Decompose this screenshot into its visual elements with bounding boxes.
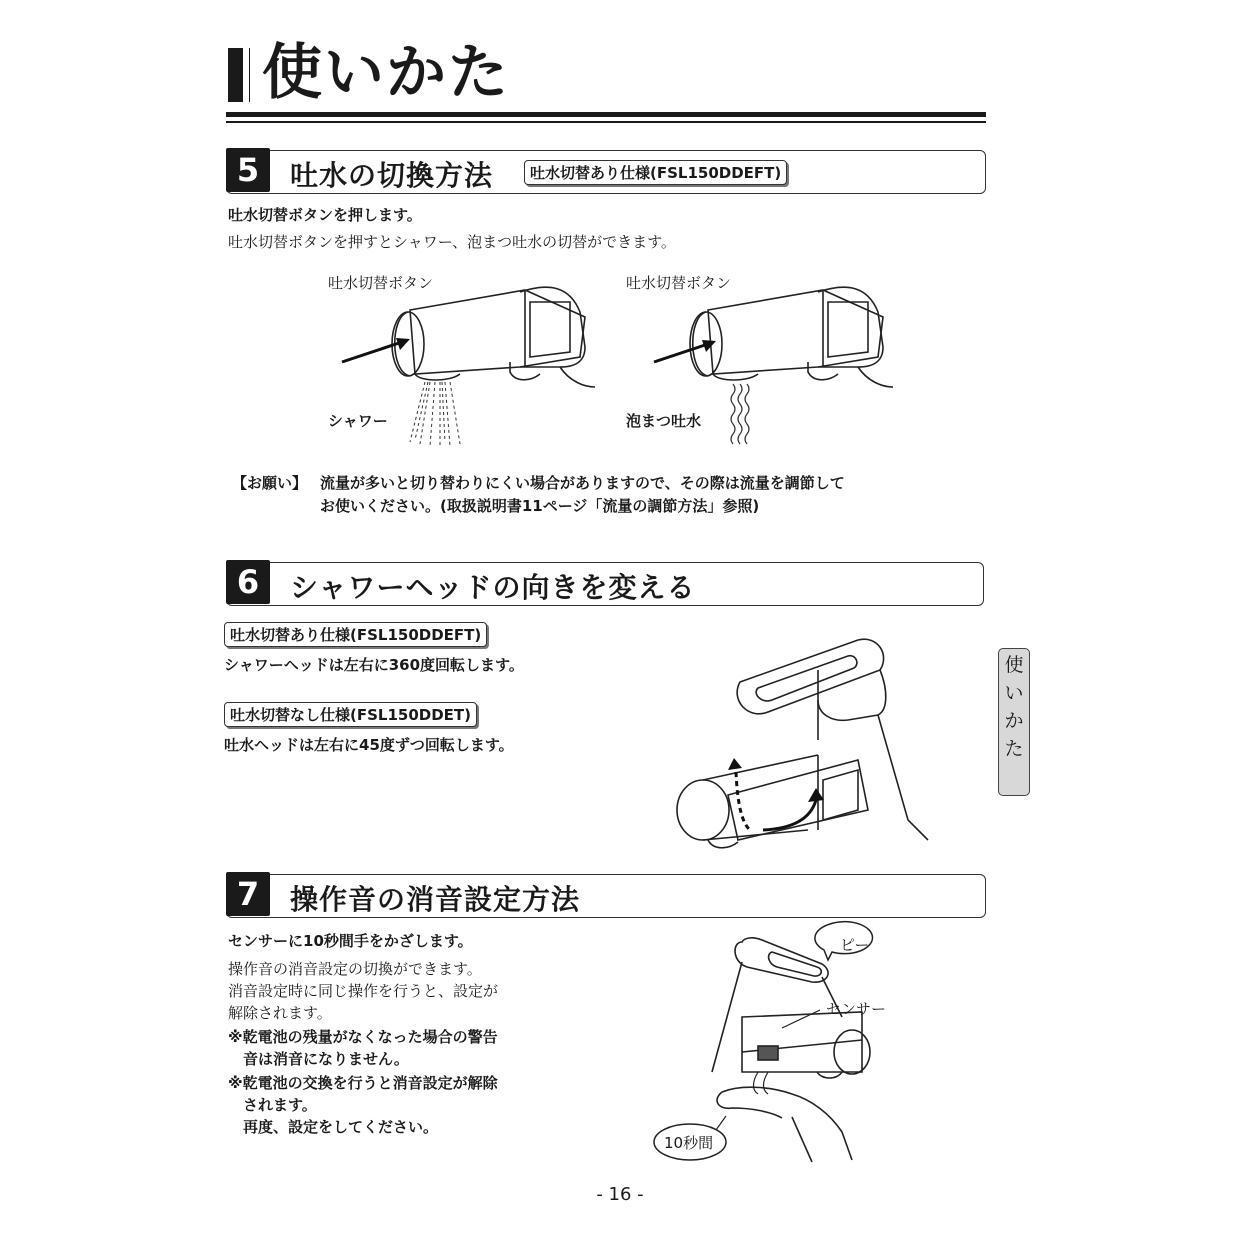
section6-text2: 吐水ヘッドは左右に45度ずつ回転します。 bbox=[224, 736, 514, 754]
side-tab-char: か bbox=[1004, 710, 1024, 732]
section7-note: されます。 bbox=[228, 1096, 317, 1114]
side-tab-char: た bbox=[1004, 738, 1024, 760]
bubble-beep: ピー bbox=[840, 936, 870, 954]
title-rule-thick bbox=[226, 112, 986, 117]
section5-title: 吐水の切換方法 bbox=[290, 159, 494, 192]
section7-note: 再度、設定をしてください。 bbox=[228, 1118, 439, 1136]
fig5-right-label: 吐水切替ボタン bbox=[626, 274, 732, 292]
section5-number: 5 bbox=[226, 148, 270, 192]
section6-number: 6 bbox=[226, 560, 270, 604]
section7-note: ※乾電池の交換を行うと消音設定が解除 bbox=[228, 1074, 498, 1092]
section7-line: 消音設定時に同じ操作を行うと、設定が bbox=[228, 982, 499, 1000]
side-tab-usage[interactable] bbox=[998, 648, 1030, 796]
page-number: - 16 - bbox=[596, 1184, 644, 1205]
section6-text1: シャワーヘッドは左右に360度回転します。 bbox=[224, 656, 524, 674]
shower-faucet-illustration bbox=[330, 262, 600, 452]
fig5-left-mode: シャワー bbox=[328, 412, 388, 430]
page-title: 使いかた bbox=[262, 38, 510, 108]
side-tab-char: 使 bbox=[1004, 654, 1024, 676]
section6-tag2: 吐水切替なし仕様(FSL150DDET) bbox=[224, 702, 477, 727]
note-line1: 流量が多いと切り替わりにくい場合がありますので、その際は流量を調節して bbox=[320, 474, 845, 492]
note-line2: お使いください。(取扱説明書11ページ「流量の調節方法」参照) bbox=[320, 497, 760, 515]
section7-lead: センサーに10秒間手をかざします。 bbox=[228, 932, 473, 950]
section7-note: ※乾電池の残量がなくなった場合の警告 bbox=[228, 1028, 498, 1046]
foam-faucet-illustration bbox=[628, 262, 898, 452]
fig5-right-mode: 泡まつ吐水 bbox=[626, 412, 702, 430]
sensor-hand-illustration bbox=[652, 922, 932, 1166]
fig5-left-label: 吐水切替ボタン bbox=[328, 274, 434, 292]
side-tab-char: い bbox=[1004, 682, 1024, 704]
section5-desc: 吐水切替ボタンを押すとシャワー、泡まつ吐水の切替ができます。 bbox=[228, 233, 676, 251]
rotating-head-illustration bbox=[668, 630, 938, 850]
section6-tag1: 吐水切替あり仕様(FSL150DDEFT) bbox=[224, 622, 487, 647]
title-marker-gap bbox=[243, 48, 249, 102]
section7-note: 音は消音になりません。 bbox=[228, 1050, 409, 1068]
sensor-label: センサー bbox=[826, 1000, 887, 1018]
section7-line: 操作音の消音設定の切換ができます。 bbox=[228, 960, 482, 978]
section6-title: シャワーヘッドの向きを変える bbox=[290, 571, 696, 604]
note-head: 【お願い】 bbox=[232, 474, 308, 492]
title-rule-thin bbox=[226, 121, 986, 123]
section7-title: 操作音の消音設定方法 bbox=[290, 883, 581, 916]
time-label: 10秒間 bbox=[664, 1134, 714, 1152]
section7-number: 7 bbox=[226, 872, 270, 916]
section5-spec-tag: 吐水切替あり仕様(FSL150DDEFT) bbox=[524, 160, 787, 185]
section5-lead: 吐水切替ボタンを押します。 bbox=[228, 206, 422, 224]
section7-line: 解除されます。 bbox=[228, 1004, 332, 1022]
